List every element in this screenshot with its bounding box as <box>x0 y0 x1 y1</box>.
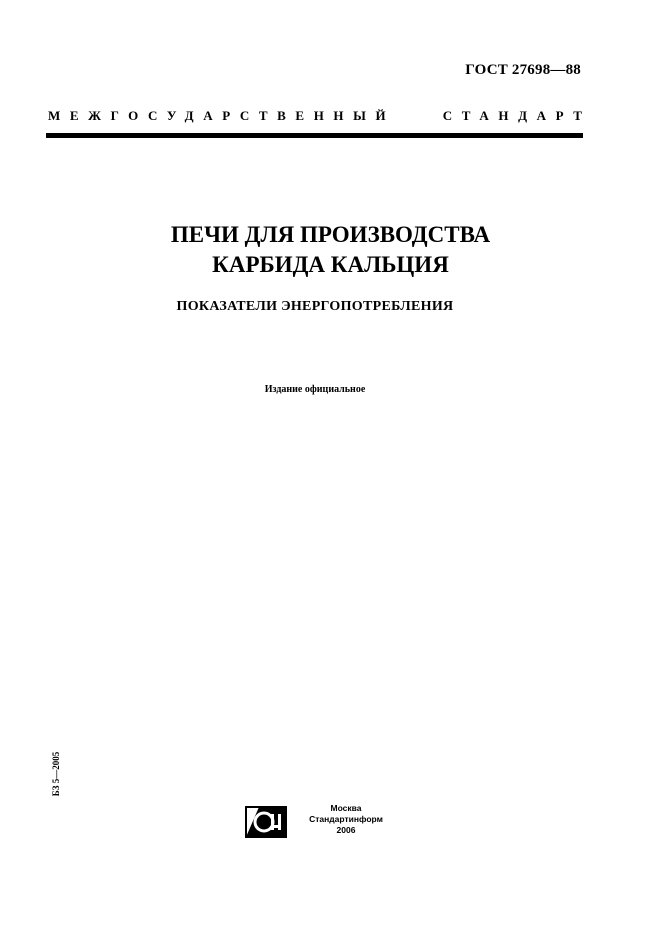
title-line-2: КАРБИДА КАЛЬЦИЯ <box>212 252 449 277</box>
svg-text:СИ: СИ <box>249 834 252 836</box>
header-rule <box>46 133 583 138</box>
edition-note: Издание официальное <box>264 384 366 395</box>
standard-series-heading <box>48 108 592 124</box>
imprint-city: Москва <box>330 803 362 813</box>
series-word-standard: СТАНДАРТ <box>442 108 592 123</box>
document-number: ГОСТ 27698—88 <box>465 62 581 78</box>
document-title <box>0 220 661 280</box>
imprint-publisher: Стандартинформ <box>309 814 383 824</box>
standartinform-logo-icon <box>245 806 287 838</box>
series-word-interstate: МЕЖГОСУДАРСТВЕННЫЙ <box>48 108 396 123</box>
publisher-imprint <box>300 803 392 836</box>
document-subtitle: ПОКАЗАТЕЛИ ЭНЕРГОПОТРЕБЛЕНИЯ <box>176 299 454 314</box>
margin-note-text: БЗ 5—2005 <box>51 751 61 797</box>
imprint-year: 2006 <box>336 825 356 835</box>
title-line-1: ПЕЧИ ДЛЯ ПРОИЗВОДСТВА <box>170 222 491 247</box>
margin-note <box>50 746 62 802</box>
